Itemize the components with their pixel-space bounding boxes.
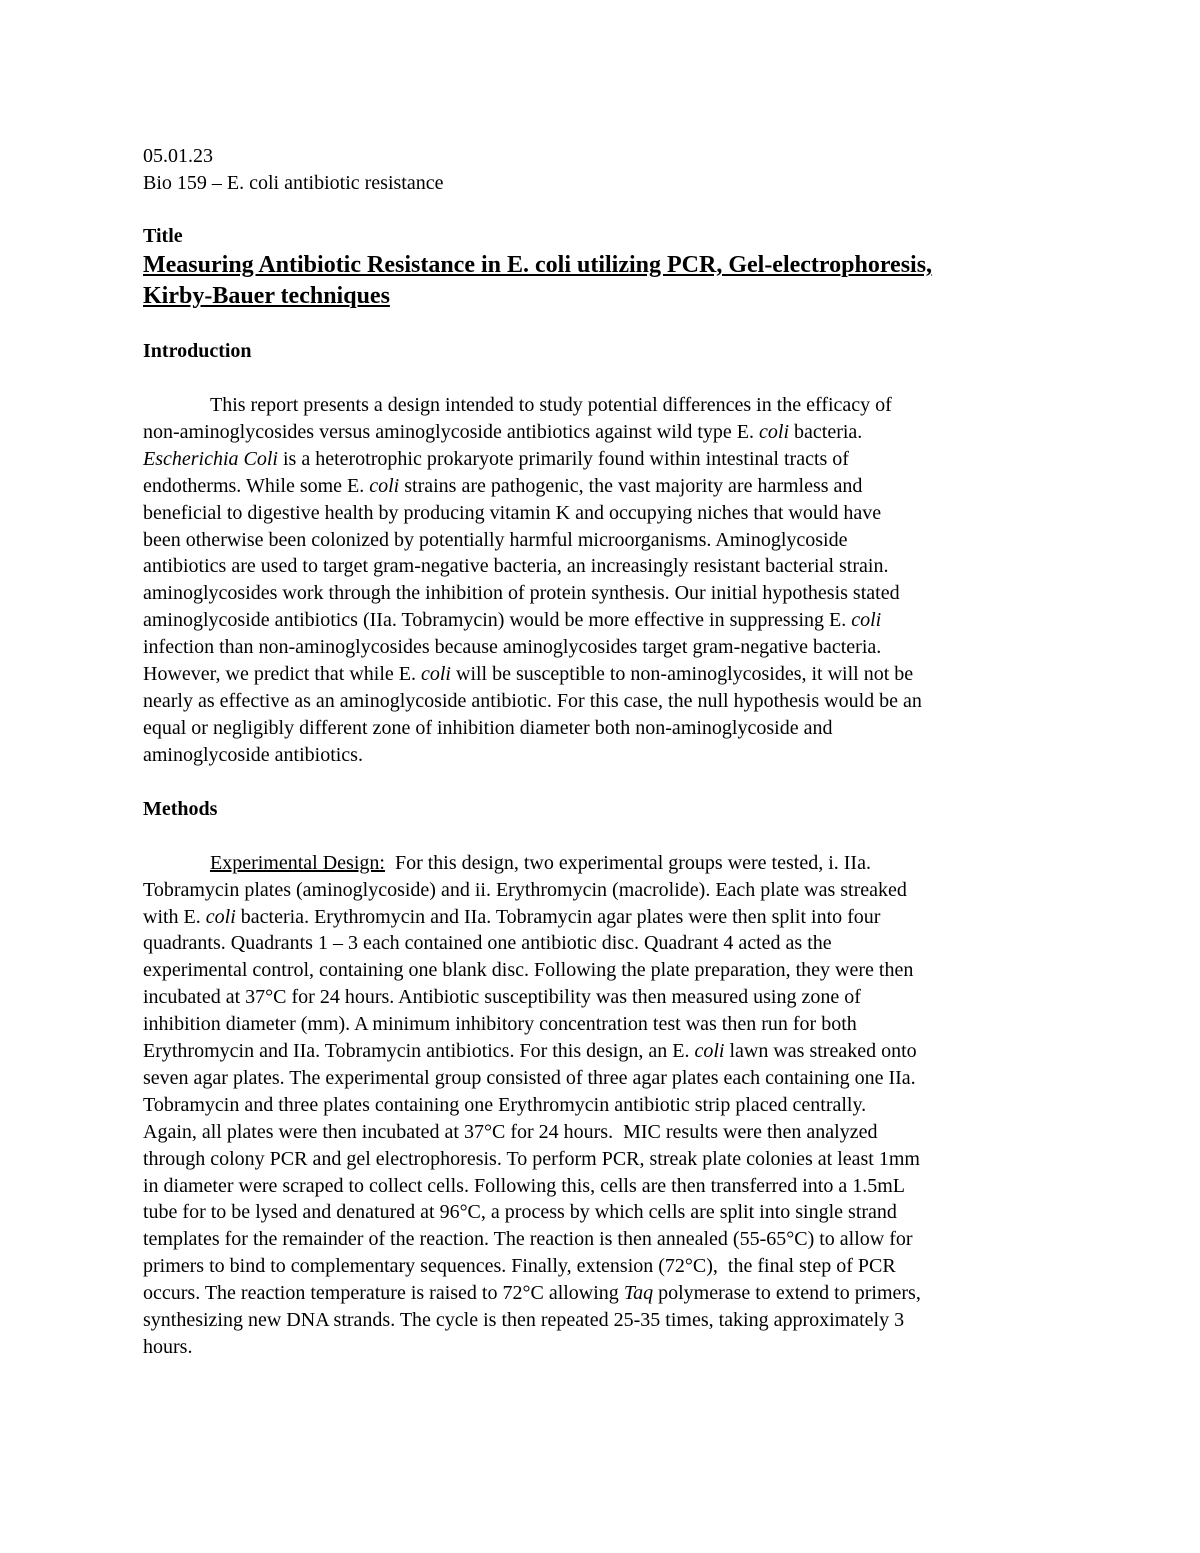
text-line bbox=[143, 1280, 1060, 1307]
text-run: seven agar plates. The experimental group consisted of three agar plates each containing one IIa. bbox=[143, 1066, 916, 1089]
text-line bbox=[143, 634, 1060, 661]
text-line bbox=[143, 1065, 1060, 1092]
text-line bbox=[143, 580, 1060, 607]
text-run: beneficial to digestive health by producing vitamin K and occupying niches that would have bbox=[143, 501, 882, 524]
course-line: Bio 159 – E. coli antibiotic resistance bbox=[143, 172, 444, 194]
text-run: non-aminoglycosides versus aminoglycoside antibiotics against wild type E. bbox=[143, 420, 760, 443]
text-line bbox=[143, 1119, 1060, 1146]
text-line bbox=[143, 1038, 1060, 1065]
text-line bbox=[143, 984, 1060, 1011]
text-run: aminoglycosides work through the inhibition of protein synthesis. Our initial hypothesis stated bbox=[143, 582, 900, 605]
italic-text-run: coli bbox=[205, 905, 236, 928]
text-run: polymerase to extend to primers, bbox=[653, 1282, 921, 1305]
text-run: Again, all plates were then incubated at 37°C for 24 hours. MIC results were then analyzed bbox=[143, 1120, 878, 1143]
text-run: For this design, two experimental groups were tested, i. IIa. bbox=[384, 851, 871, 874]
text-run: lawn was streaked onto bbox=[724, 1040, 917, 1063]
text-line bbox=[143, 419, 1060, 446]
text-run: quadrants. Quadrants 1 – 3 each contained one antibiotic disc. Quadrant 4 acted as the bbox=[143, 932, 832, 955]
text-run: incubated at 37°C for 24 hours. Antibiotic susceptibility was then measured using zone of bbox=[143, 986, 861, 1009]
underlined-text-run: Experimental Design: bbox=[210, 851, 385, 874]
introduction-lines bbox=[143, 392, 1060, 769]
text-run: in diameter were scraped to collect cells. Following this, cells are then transferred into a 1.5mL bbox=[143, 1174, 905, 1197]
text-run: through colony PCR and gel electrophoresis. To perform PCR, streak plate colonies at least 1mm bbox=[143, 1147, 920, 1170]
text-run: strains are pathogenic, the vast majority are harmless and bbox=[399, 474, 863, 497]
text-line bbox=[143, 957, 1060, 984]
text-run: experimental control, containing one blank disc. Following the plate preparation, they were then bbox=[143, 959, 914, 982]
italic-text-run: Escherichia Coli bbox=[143, 447, 278, 470]
title-label: Title bbox=[143, 225, 183, 247]
text-run: antibiotics are used to target gram-negative bacteria, an increasingly resistant bacterial strain. bbox=[143, 555, 889, 578]
text-line bbox=[143, 1173, 1060, 1200]
text-run: with E. bbox=[143, 905, 206, 928]
text-line bbox=[143, 1011, 1060, 1038]
text-line bbox=[143, 527, 1060, 554]
date-line: 05.01.23 bbox=[143, 145, 213, 167]
text-line bbox=[143, 1307, 1060, 1334]
text-run: aminoglycoside antibiotics (IIa. Tobramycin) would be more effective in suppressing E. bbox=[143, 609, 852, 632]
text-line bbox=[143, 392, 1060, 419]
text-line bbox=[143, 473, 1060, 500]
text-line bbox=[143, 850, 1060, 877]
text-run: nearly as effective as an aminoglycoside antibiotic. For this case, the null hypothesis would be an bbox=[143, 689, 922, 712]
italic-text-run: Taq bbox=[623, 1282, 654, 1305]
italic-text-run: coli bbox=[694, 1040, 725, 1063]
text-run: aminoglycoside antibiotics. bbox=[143, 743, 363, 766]
methods-paragraph bbox=[143, 850, 1060, 1361]
text-run: Tobramycin and three plates containing one Erythromycin antibiotic strip placed centrally. bbox=[143, 1093, 867, 1116]
text-run: equal or negligibly different zone of inhibition diameter both non-aminoglycoside and bbox=[143, 716, 833, 739]
methods-heading: Methods bbox=[143, 797, 218, 820]
text-run: This report presents a design intended to study potential differences in the efficacy of bbox=[210, 394, 892, 416]
report-title-line-1: Measuring Antibiotic Resistance in E. coli utilizing PCR, Gel-electrophoresis, bbox=[143, 252, 933, 278]
italic-text-run: coli bbox=[759, 420, 790, 443]
text-run: tube for to be lysed and denatured at 96°C, a process by which cells are split into single strand bbox=[143, 1201, 897, 1224]
text-run: will be susceptible to non-aminoglycosides, it will not be bbox=[451, 663, 914, 686]
text-run: occurs. The reaction temperature is raised to 72°C allowing bbox=[143, 1282, 624, 1305]
text-run: Tobramycin plates (aminoglycoside) and ii. Erythromycin (macrolide). Each plate was streaked bbox=[143, 878, 907, 901]
text-run: is a heterotrophic prokaryote primarily found within intestinal tracts of bbox=[277, 447, 849, 470]
methods-lines bbox=[143, 850, 1060, 1361]
text-line bbox=[143, 661, 1060, 688]
text-run: However, we predict that while E. bbox=[143, 663, 421, 686]
text-run: bacteria. Erythromycin and IIa. Tobramycin agar plates were then split into four bbox=[235, 905, 881, 928]
text-line bbox=[143, 1334, 1060, 1361]
text-line bbox=[143, 553, 1060, 580]
text-line bbox=[143, 1092, 1060, 1119]
text-line bbox=[143, 1226, 1060, 1253]
text-line bbox=[143, 877, 1060, 904]
text-line bbox=[143, 688, 1060, 715]
text-line bbox=[143, 930, 1060, 957]
text-run: primers to bind to complementary sequences. Finally, extension (72°C), the final step of PCR bbox=[143, 1255, 896, 1278]
text-line bbox=[143, 1146, 1060, 1173]
italic-text-run: coli bbox=[851, 609, 882, 632]
text-line bbox=[143, 742, 1060, 769]
text-line bbox=[143, 1199, 1060, 1226]
text-run: Erythromycin and IIa. Tobramycin antibiotics. For this design, an E. bbox=[143, 1040, 695, 1063]
report-title-line-2: Kirby-Bauer techniques bbox=[143, 283, 390, 309]
italic-text-run: coli bbox=[421, 663, 451, 686]
text-run: hours. bbox=[143, 1336, 193, 1358]
text-run: templates for the remainder of the reaction. The reaction is then annealed (55-65°C) to allow for bbox=[143, 1228, 913, 1251]
introduction-paragraph bbox=[143, 392, 1060, 769]
text-line bbox=[143, 500, 1060, 527]
text-line bbox=[143, 446, 1060, 473]
introduction-heading: Introduction bbox=[143, 340, 252, 362]
text-line bbox=[143, 607, 1060, 634]
text-run: infection than non-aminoglycosides because aminoglycosides target gram-negative bacteria. bbox=[143, 636, 882, 659]
text-line bbox=[143, 1253, 1060, 1280]
italic-text-run: coli bbox=[369, 474, 400, 497]
text-line bbox=[143, 904, 1060, 931]
text-run: inhibition diameter (mm). A minimum inhibitory concentration test was then run for both bbox=[143, 1013, 857, 1036]
text-run: bacteria. bbox=[789, 420, 863, 443]
text-run: been otherwise been colonized by potentially harmful microorganisms. Aminoglycoside bbox=[143, 528, 848, 551]
text-run: endotherms. While some E. bbox=[143, 474, 370, 497]
text-line bbox=[143, 715, 1060, 742]
text-run: synthesizing new DNA strands. The cycle is then repeated 25-35 times, taking approximately 3 bbox=[143, 1309, 905, 1332]
